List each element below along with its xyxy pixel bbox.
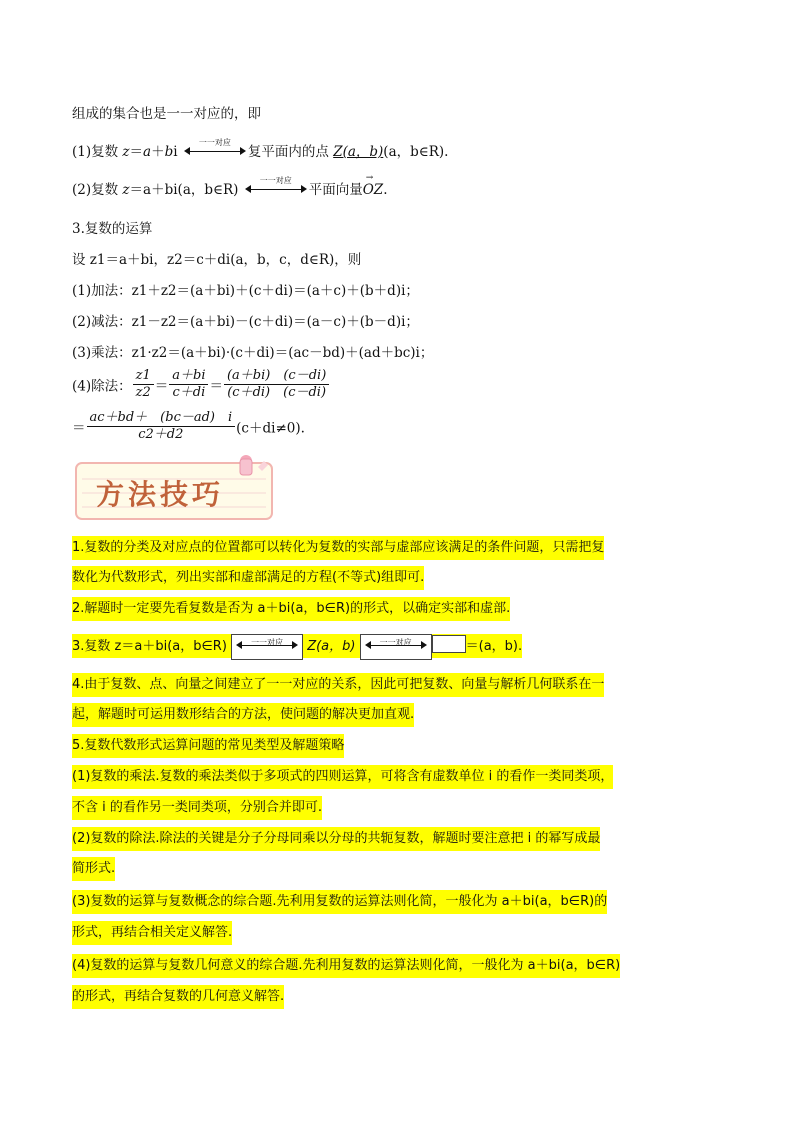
tip-3 xyxy=(72,634,522,658)
division-label: (4)除法： xyxy=(72,378,132,395)
tip-5-3-line-1: (3)复数的运算与复数概念的综合题.先利用复数的运算法则化简，一般化为 a＋bi(a，b∈R)的 xyxy=(72,890,607,914)
tip-5-2-line-2: 简形式. xyxy=(72,857,115,881)
plus-sign: ＋ xyxy=(151,144,165,160)
section-title: 3.复数的运算 xyxy=(72,221,153,237)
frac-num: (a＋bi) (c－di) xyxy=(224,368,329,385)
section-setup: 设 z1＝a＋bi，z2＝c＋di(a，b，c，d∈R)，则 xyxy=(72,252,362,268)
item-complex-to-point xyxy=(72,140,448,160)
vector-placeholder-box xyxy=(432,635,466,653)
fraction-result xyxy=(87,410,236,443)
fraction-ab-cd xyxy=(169,368,208,401)
frac-den: z2 xyxy=(135,385,151,400)
point-z: Z(a，b) xyxy=(333,144,384,160)
double-arrow-icon xyxy=(236,636,298,652)
tip-1-line-2: 数化为代数形式，列出实部和虚部满足的方程(不等式)组即可. xyxy=(72,566,424,590)
tip-5-2-line-1: (2)复数的除法.除法的关键是分子分母同乘以分母的共轭复数，解题时要注意把 i 的幂写成最 xyxy=(72,827,600,851)
var-z: z xyxy=(122,182,130,198)
frac-num: z1 xyxy=(133,368,154,385)
eq-sign: ＝ xyxy=(129,182,144,198)
item2-prefix: (2)复数 xyxy=(72,182,123,198)
frac-num: ac＋bd＋ (bc－ad) i xyxy=(87,410,236,427)
frac-num: a＋bi xyxy=(169,368,208,385)
var-z: z xyxy=(122,144,130,160)
tip-3-arrow-box xyxy=(360,634,432,660)
item2-expr: a＋bi(a，b∈R) xyxy=(143,182,239,198)
double-arrow-icon xyxy=(365,636,427,652)
division-condition: (c＋di≠0). xyxy=(236,420,305,437)
frac-den: (c＋di) (c－di) xyxy=(227,385,327,400)
banner-title: 方法技巧 xyxy=(96,478,225,511)
rule-division: (4)除法： $\frac{z1}{z2}$ ＝ $\frac{a+bi}{c+di}$ ＝ $\frac{(a+bi) (c-di)}{(c+di) (c-di)}$ xyxy=(72,368,330,401)
eq-sign: ＝ xyxy=(129,144,144,160)
rule-multiplication: (3)乘法：z1·z2＝(a＋bi)·(c＋di)＝(ac－bd)＋(ad＋bc)i； xyxy=(72,345,434,361)
fraction-z1-z2 xyxy=(133,368,154,401)
arrow-label: 一一对应 xyxy=(198,138,231,147)
method-tips-banner xyxy=(72,455,284,523)
arrow-label: 一一对应 xyxy=(379,638,412,647)
intro-line: 组成的集合也是一一对应的，即 xyxy=(72,106,261,122)
item2-end: . xyxy=(383,182,388,198)
var-a: a xyxy=(143,144,152,160)
rule-addition: (1)加法：z1＋z2＝(a＋bi)＋(c＋di)＝(a＋c)＋(b＋d)i； xyxy=(72,283,419,299)
tip-4-line-2: 起，解题时可运用数形结合的方法，使问题的解决更加直观. xyxy=(72,703,414,727)
tip-3-point: Z(a，b) xyxy=(307,639,356,654)
item2-mid: 平面向量 xyxy=(308,182,363,198)
tip-2: 2.解题时一定要先看复数是否为 a＋bi(a，b∈R)的形式，以确定实部和虚部. xyxy=(72,597,510,621)
tip-5-4-line-2: 的形式，再结合复数的几何意义解答. xyxy=(72,985,284,1009)
rule-division-result: ＝ $\frac{ac+bd+ (bc-ad) i}{c2+d2}$ (c＋di≠0). xyxy=(72,410,305,442)
tip-5-title: 5.复数代数形式运算问题的常见类型及解题策略 xyxy=(72,734,344,758)
tip-5-1-line-1: (1)复数的乘法.复数的乘法类似于多项式的四则运算，可将含有虚数单位 i 的看作一类同类项， xyxy=(72,765,613,789)
fraction-conjugate xyxy=(224,368,329,401)
double-arrow-icon xyxy=(184,138,246,158)
double-arrow-icon xyxy=(245,176,307,196)
item-complex-to-vector xyxy=(72,178,387,198)
tip-1-line-1: 1.复数的分类及对应点的位置都可以转化为复数的实部与虚部应该满足的条件问题，只需把复 xyxy=(72,536,604,560)
arrow-label: 一一对应 xyxy=(259,176,292,185)
item1-mid: 复平面内的点 xyxy=(247,144,334,160)
tip-5-4-line-1: (4)复数的运算与复数几何意义的综合题.先利用复数的运算法则化简，一般化为 a＋bi(a，b∈R) xyxy=(72,954,620,978)
rule-subtraction: (2)减法：z1－z2＝(a＋bi)－(c＋di)＝(a－c)＋(b－d)i； xyxy=(72,314,419,330)
unit-i: i xyxy=(173,144,178,160)
arrow-label: 一一对应 xyxy=(251,638,284,647)
tip-5-3-line-2: 形式，再结合相关定义解答. xyxy=(72,921,232,945)
tip-3-arrow-box xyxy=(231,634,303,660)
vector-oz: → OZ xyxy=(363,182,383,198)
tip-4-line-1: 4.由于复数、点、向量之间建立了一一对应的关系，因此可把复数、向量与解析几何联系在一 xyxy=(72,673,604,697)
item1-cond: (a，b∈R). xyxy=(383,144,449,160)
item1-prefix: (1)复数 xyxy=(72,144,123,160)
tip-3-text: 3.复数 z＝a＋bi(a，b∈R) xyxy=(72,639,227,654)
tip-5-1-line-2: 不含 i 的看作另一类同类项，分别合并即可. xyxy=(72,796,322,820)
var-b: b xyxy=(164,144,174,160)
frac-den: c2＋d2 xyxy=(138,427,184,442)
tip-3-tail: ＝(a，b). xyxy=(465,639,523,654)
frac-den: c＋di xyxy=(172,385,206,400)
